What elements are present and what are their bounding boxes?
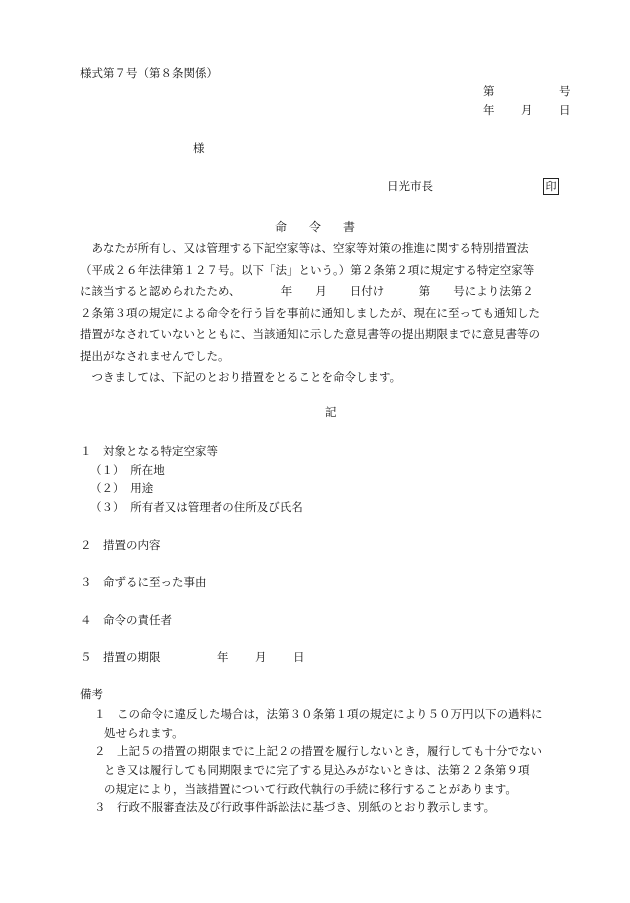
body-line: ２条第３項の規定による命令を行う旨を事前に通知しましたが、現在に至っても通知した [80, 305, 540, 320]
date-year: 年 [483, 103, 495, 117]
body-paragraph-2: つきましては、下記のとおり措置をとることを命令します。 [80, 370, 402, 384]
item-5-year: 年 [217, 650, 229, 664]
body-line: あなたが所有し、又は管理する下記空家等は、空家等対策の推進に関する特別措置法 [80, 241, 529, 255]
form-label: 様式第７号（第８条関係） [80, 66, 218, 80]
body-line: 提出がなされませんでした。 [80, 348, 230, 363]
item-5-month: 月 [255, 650, 267, 664]
item-3-label: ３ 命ずるに至った事由 [80, 575, 207, 589]
issuer-name: 日光市長 [387, 179, 433, 193]
item-4-label: ４ 命令の責任者 [80, 613, 172, 627]
body-line: に該当すると認められたため、 年 月 日付け 第 号により法第２ [80, 284, 534, 298]
doc-number-dai: 第 [483, 84, 495, 98]
remark-3: ３ 行政不服審査法及び行政事件訴訟法に基づき、別紙のとおり教示します。 [94, 800, 496, 814]
remark-1-line: １ この命令に違反した場合は，法第３０条第１項の規定により５０万円以下の過料に [94, 707, 543, 721]
document-title: 命令書 [274, 220, 377, 234]
body-line: （平成２６年法律第１２７号。以下「法」という。）第２条第２項に規定する特定空家等 [80, 262, 535, 277]
remark-2-line: とき又は履行しても同期限までに完了する見込みがないときは、法第２２条第９項 [104, 763, 530, 777]
item-1-sub-use: （２） 用途 [90, 481, 154, 495]
item-1-sub-owner: （３） 所有者又は管理者の住所及び氏名 [90, 500, 303, 514]
remarks-heading: 備考 [80, 687, 103, 701]
remark-1-line: 処せられます。 [104, 726, 184, 740]
date-month: 月 [521, 103, 533, 117]
ki-heading: 記 [325, 405, 337, 419]
seal-stamp: 印 [543, 178, 559, 195]
doc-number-go: 号 [559, 84, 571, 98]
date-day: 日 [559, 103, 571, 117]
remark-2-line: の規定により，当該措置について行政代執行の手続に移行することがあります。 [104, 782, 517, 796]
body-line: 措置がなされていないとともに、当該通知に示した意見書等の提出期限までに意見書等の [80, 327, 540, 341]
item-1-label: １ 対象となる特定空家等 [80, 444, 218, 458]
item-5-day: 日 [293, 650, 305, 664]
recipient-suffix: 様 [193, 141, 205, 155]
item-1-sub-location: （１） 所在地 [90, 463, 165, 477]
body-paragraph-1 [80, 238, 582, 389]
item-2-label: ２ 措置の内容 [80, 538, 161, 552]
item-5-label: ５ 措置の期限 [80, 650, 161, 664]
remark-2-line: ２ 上記５の措置の期限までに上記２の措置を履行しないとき，履行しても十分でない [94, 744, 543, 758]
